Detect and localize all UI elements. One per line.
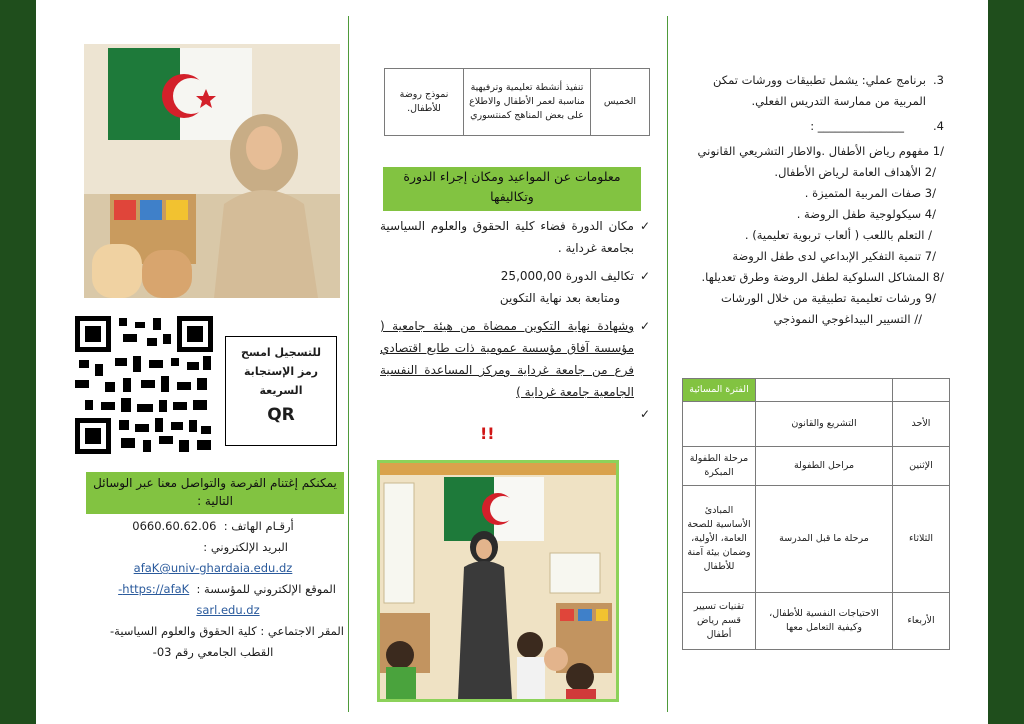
header-empty bbox=[756, 379, 893, 402]
table-row bbox=[683, 593, 950, 650]
list-item bbox=[682, 70, 944, 112]
item-number: 4. bbox=[933, 119, 944, 133]
phone-number[interactable]: 0660.60.62.06 bbox=[132, 519, 217, 533]
warning-icon: !! bbox=[480, 424, 495, 443]
check-icon: ✓ bbox=[639, 269, 650, 283]
note-cell: نموذج روضة للأطفال. bbox=[385, 69, 464, 136]
phone-label: أرقـام الهاتف : bbox=[223, 519, 294, 533]
evening-cell: تقنيات تسيير قسم رياض أطفال bbox=[683, 593, 756, 650]
email-link[interactable]: afaK@univ-ghardaia.edu.dz bbox=[133, 561, 293, 575]
qr-label: QR bbox=[267, 405, 295, 425]
right-border bbox=[988, 0, 1024, 724]
hq-line1: المقر الاجتماعي : كلية الحقوق والعلوم السياسية- bbox=[110, 624, 344, 638]
qr-line2: رمز الإستجابة bbox=[244, 365, 318, 378]
program-list bbox=[682, 70, 944, 330]
activity-cell: تنفيذ أنشطة تعليمية وترفيهية مناسبة لعمر الأطفال والاطلاع على بعض المناهج كمنتسوري bbox=[464, 69, 591, 136]
day-cell: الخميس bbox=[591, 69, 650, 136]
day-cell: الأربعاء bbox=[893, 593, 950, 650]
website-link-part1[interactable]: https://afaK- bbox=[118, 582, 190, 596]
qr-line3: السريعة bbox=[259, 384, 303, 397]
info-bullets bbox=[380, 215, 650, 425]
contact-title: يمكنكم إغتنام الفرصة والتواصل معنا عبر الوسائل التالية : bbox=[86, 472, 344, 514]
table-row bbox=[683, 486, 950, 593]
thursday-schedule-table bbox=[384, 68, 650, 136]
bullet-place: مكان الدورة فضاء كلية الحقوق والعلوم السياسية بجامعة غرداية . bbox=[380, 219, 634, 255]
table-row bbox=[385, 69, 650, 136]
list-item bbox=[380, 315, 650, 403]
list-item bbox=[380, 265, 650, 287]
table-header-row bbox=[683, 379, 950, 402]
evening-cell: المبادئ الأساسية للصحة العامة، الأولية، وضمان بيئة آمنة للأطفال bbox=[683, 486, 756, 593]
check-icon: ✓ bbox=[639, 407, 650, 421]
fold-line-1 bbox=[348, 16, 349, 712]
info-title: معلومات عن المواعيد ومكان إجراء الدورة وتكاليفها bbox=[383, 167, 641, 211]
table-row bbox=[683, 402, 950, 447]
topic-item: /7 تنمية التفكير الإبداعي لدى طفل الروضة bbox=[732, 249, 936, 263]
contact-info bbox=[82, 516, 344, 663]
phone-line bbox=[82, 516, 344, 537]
topic-item: /9 ورشات تعليمية تطبيقية من خلال الورشات bbox=[721, 291, 936, 305]
bullet-cost-sub: ومتابعة بعد نهاية التكوين bbox=[499, 291, 620, 305]
qr-instruction-box bbox=[225, 336, 337, 446]
hq-line2: القطب الجامعي رقم 03- bbox=[152, 645, 274, 659]
website-link-part2[interactable]: sarl.edu.dz bbox=[196, 603, 260, 617]
day-cell: الإثنين bbox=[893, 447, 950, 486]
list-item bbox=[380, 403, 650, 425]
classroom-photo bbox=[377, 460, 619, 702]
morning-cell: التشريع والقانون bbox=[756, 402, 893, 447]
list-item bbox=[380, 215, 650, 259]
morning-cell: مراحل الطفولة bbox=[756, 447, 893, 486]
evening-cell bbox=[683, 402, 756, 447]
topic-item: /4 سيكولوجية طفل الروضة . bbox=[796, 207, 936, 221]
evening-cell: مرحلة الطفولة المبكرة bbox=[683, 447, 756, 486]
topic-item: // التسيير البيداغوجي النموذجي bbox=[773, 312, 922, 326]
topic-item: /8 المشاكل السلوكية لطفل الروضة وطرق تعديلها. bbox=[701, 270, 944, 284]
fold-line-2 bbox=[667, 16, 668, 712]
check-icon: ✓ bbox=[639, 219, 650, 233]
header-evening: الفترة المسائية bbox=[683, 379, 756, 402]
left-border bbox=[0, 0, 36, 724]
bullet-cost: تكاليف الدورة 25,000,00 bbox=[500, 269, 634, 283]
bullet-certificate: وشهادة نهاية التكوين ممضاة من هيئة جامعية ( مؤسسة آفاق مؤسسة عمومية ذات طابع اقتصادي فرع من جامعة غرداية ومركز المساعدة النفسية الجامعية جامعة غرداية ) bbox=[380, 319, 634, 399]
day-cell: الأحد bbox=[893, 402, 950, 447]
qr-line1: للتسجيل امسح bbox=[240, 346, 322, 359]
item-text: برنامج عملي: يشمل تطبيقات وورشات تمكن المربية من ممارسة التدريس الفعلي. bbox=[712, 73, 926, 108]
website-label: الموقع الإلكتروني للمؤسسة : bbox=[196, 582, 336, 596]
header-empty bbox=[893, 379, 950, 402]
check-icon: ✓ bbox=[639, 319, 650, 333]
qr-code[interactable] bbox=[75, 316, 213, 454]
item-text: _______________ : bbox=[810, 119, 904, 133]
topic-item: /3 صفات المربية المتميزة . bbox=[804, 186, 936, 200]
topic-item: / التعلم باللعب ( ألعاب تربوية تعليمية) . bbox=[744, 228, 932, 242]
table-row bbox=[683, 447, 950, 486]
weekly-schedule-table bbox=[682, 378, 950, 650]
morning-cell: الاحتياجات النفسية للأطفال، وكيفية التعامل معها bbox=[756, 593, 893, 650]
topic-item: /2 الأهداف العامة لرياض الأطفال. bbox=[774, 165, 936, 179]
email-label: البريد الإلكتروني : bbox=[203, 540, 288, 554]
day-cell: الثلاثاء bbox=[893, 486, 950, 593]
morning-cell: مرحلة ما قبل المدرسة bbox=[756, 486, 893, 593]
topic-item: /1 مفهوم رياض الأطفال .والاطار التشريعي القانوني bbox=[697, 144, 944, 158]
item-number: 3. bbox=[933, 73, 944, 87]
list-item bbox=[682, 116, 944, 137]
teacher-with-flag-photo bbox=[84, 44, 340, 298]
